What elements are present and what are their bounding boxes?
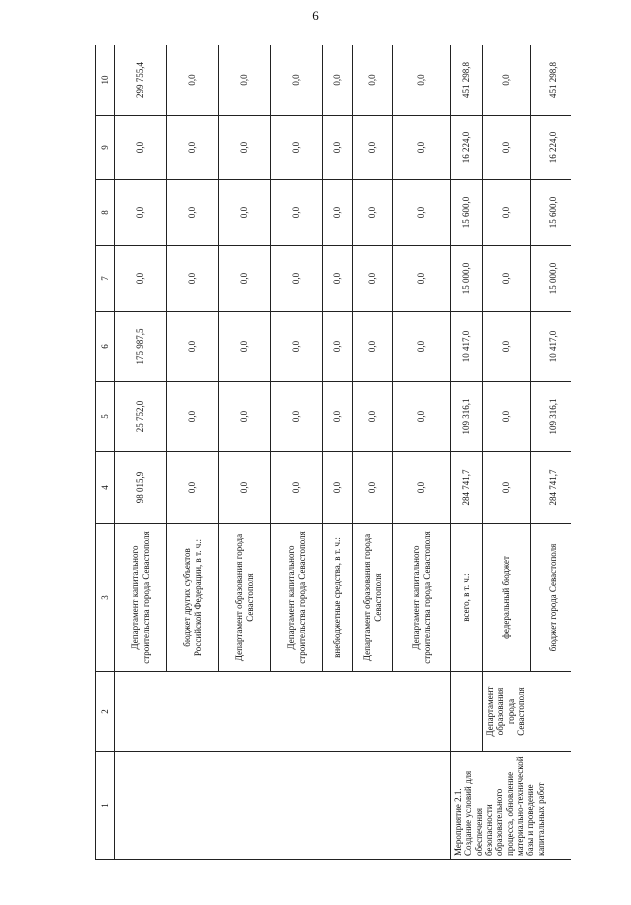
value-cell: 10 417,0 <box>451 312 483 382</box>
value-cell: 0,0 <box>219 382 271 452</box>
col-header: 5 <box>96 382 115 452</box>
value-cell: 299 755,4 <box>115 45 167 116</box>
value-cell: 10 417,0 <box>531 312 572 382</box>
value-cell: 0,0 <box>323 116 353 180</box>
value-cell: 0,0 <box>353 312 393 382</box>
value-cell: 0,0 <box>323 452 353 524</box>
header-row <box>96 45 115 860</box>
value-cell: 0,0 <box>323 246 353 312</box>
value-cell: 109 316,1 <box>451 382 483 452</box>
value-cell: 0,0 <box>393 312 451 382</box>
value-cell: 0,0 <box>393 180 451 246</box>
value-cell: 0,0 <box>115 180 167 246</box>
executor-cell-top <box>451 672 483 752</box>
value-cell: 15 000,0 <box>451 246 483 312</box>
value-cell: 0,0 <box>323 180 353 246</box>
value-cell: 0,0 <box>393 382 451 452</box>
source-cell: федеральный бюджет <box>483 524 531 672</box>
col-header: 10 <box>96 45 115 116</box>
value-cell: 98 015,9 <box>115 452 167 524</box>
source-cell: бюджет других субъектов Российской Федерации, в т. ч.: <box>167 524 219 672</box>
value-cell: 0,0 <box>219 312 271 382</box>
source-cell: внебюджетные средства, в т. ч.: <box>323 524 353 672</box>
measure-cell-empty <box>115 752 451 860</box>
value-cell: 0,0 <box>353 116 393 180</box>
value-cell: 0,0 <box>483 452 531 524</box>
table-row <box>115 45 167 860</box>
value-cell: 0,0 <box>323 45 353 116</box>
value-cell: 25 752,0 <box>115 382 167 452</box>
table-row <box>451 45 483 860</box>
value-cell: 0,0 <box>167 45 219 116</box>
value-cell: 0,0 <box>219 45 271 116</box>
value-cell: 0,0 <box>483 382 531 452</box>
value-cell: 0,0 <box>271 452 323 524</box>
source-cell: бюджет города Севастополя <box>531 524 572 672</box>
source-cell: Департамент образования города Севастополя <box>219 524 271 672</box>
value-cell: 0,0 <box>167 116 219 180</box>
measure-cell: Мероприятие 2.1. Создание условий для обеспечения безопасности образовательного процесса, обновление материально-технической базы и проведение капитальных работ <box>451 752 572 860</box>
value-cell: 0,0 <box>167 246 219 312</box>
table-row <box>483 45 531 860</box>
value-cell: 0,0 <box>167 312 219 382</box>
value-cell: 0,0 <box>393 452 451 524</box>
value-cell: 0,0 <box>271 312 323 382</box>
table-frame <box>95 45 571 860</box>
value-cell: 0,0 <box>483 45 531 116</box>
value-cell: 0,0 <box>483 116 531 180</box>
value-cell: 284 741,7 <box>531 452 572 524</box>
value-cell: 0,0 <box>115 246 167 312</box>
value-cell: 0,0 <box>115 116 167 180</box>
value-cell: 16 224,0 <box>451 116 483 180</box>
value-cell: 451 298,8 <box>531 45 572 116</box>
value-cell: 0,0 <box>353 180 393 246</box>
col-header: 2 <box>96 672 115 752</box>
value-cell: 0,0 <box>219 246 271 312</box>
value-cell: 0,0 <box>271 180 323 246</box>
value-cell: 0,0 <box>353 382 393 452</box>
executor-cell-empty <box>115 672 451 752</box>
value-cell: 0,0 <box>167 180 219 246</box>
value-cell: 0,0 <box>353 246 393 312</box>
source-cell: всего, в т. ч.: <box>451 524 483 672</box>
value-cell: 284 741,7 <box>451 452 483 524</box>
source-cell: Департамент капитального строительства города Севастополя <box>393 524 451 672</box>
value-cell: 0,0 <box>167 452 219 524</box>
value-cell: 0,0 <box>393 116 451 180</box>
value-cell: 0,0 <box>219 452 271 524</box>
value-cell: 0,0 <box>483 180 531 246</box>
value-cell: 0,0 <box>353 452 393 524</box>
col-header: 1 <box>96 752 115 860</box>
col-header: 6 <box>96 312 115 382</box>
source-cell: Департамент капитального строительства города Севастополя <box>115 524 167 672</box>
value-cell: 15 000,0 <box>531 246 572 312</box>
value-cell: 0,0 <box>393 246 451 312</box>
value-cell: 0,0 <box>323 312 353 382</box>
value-cell: 0,0 <box>483 246 531 312</box>
budget-table <box>95 45 571 860</box>
value-cell: 175 987,5 <box>115 312 167 382</box>
value-cell: 0,0 <box>167 382 219 452</box>
value-cell: 0,0 <box>483 312 531 382</box>
value-cell: 0,0 <box>271 45 323 116</box>
col-header: 9 <box>96 116 115 180</box>
value-cell: 451 298,8 <box>451 45 483 116</box>
source-cell: Департамент капитального строительства города Севастополя <box>271 524 323 672</box>
value-cell: 109 316,1 <box>531 382 572 452</box>
value-cell: 0,0 <box>393 45 451 116</box>
value-cell: 0,0 <box>271 382 323 452</box>
value-cell: 0,0 <box>323 382 353 452</box>
page-number: 6 <box>312 8 319 23</box>
col-header: 4 <box>96 452 115 524</box>
value-cell: 16 224,0 <box>531 116 572 180</box>
value-cell: 0,0 <box>219 180 271 246</box>
executor-cell: Департамент образования города Севастополя <box>483 672 572 752</box>
value-cell: 0,0 <box>219 116 271 180</box>
col-header: 8 <box>96 180 115 246</box>
value-cell: 15 600,0 <box>451 180 483 246</box>
value-cell: 15 600,0 <box>531 180 572 246</box>
value-cell: 0,0 <box>271 246 323 312</box>
value-cell: 0,0 <box>353 45 393 116</box>
value-cell: 0,0 <box>271 116 323 180</box>
col-header: 3 <box>96 524 115 672</box>
col-header: 7 <box>96 246 115 312</box>
source-cell: Департамент образования города Севастополя <box>353 524 393 672</box>
